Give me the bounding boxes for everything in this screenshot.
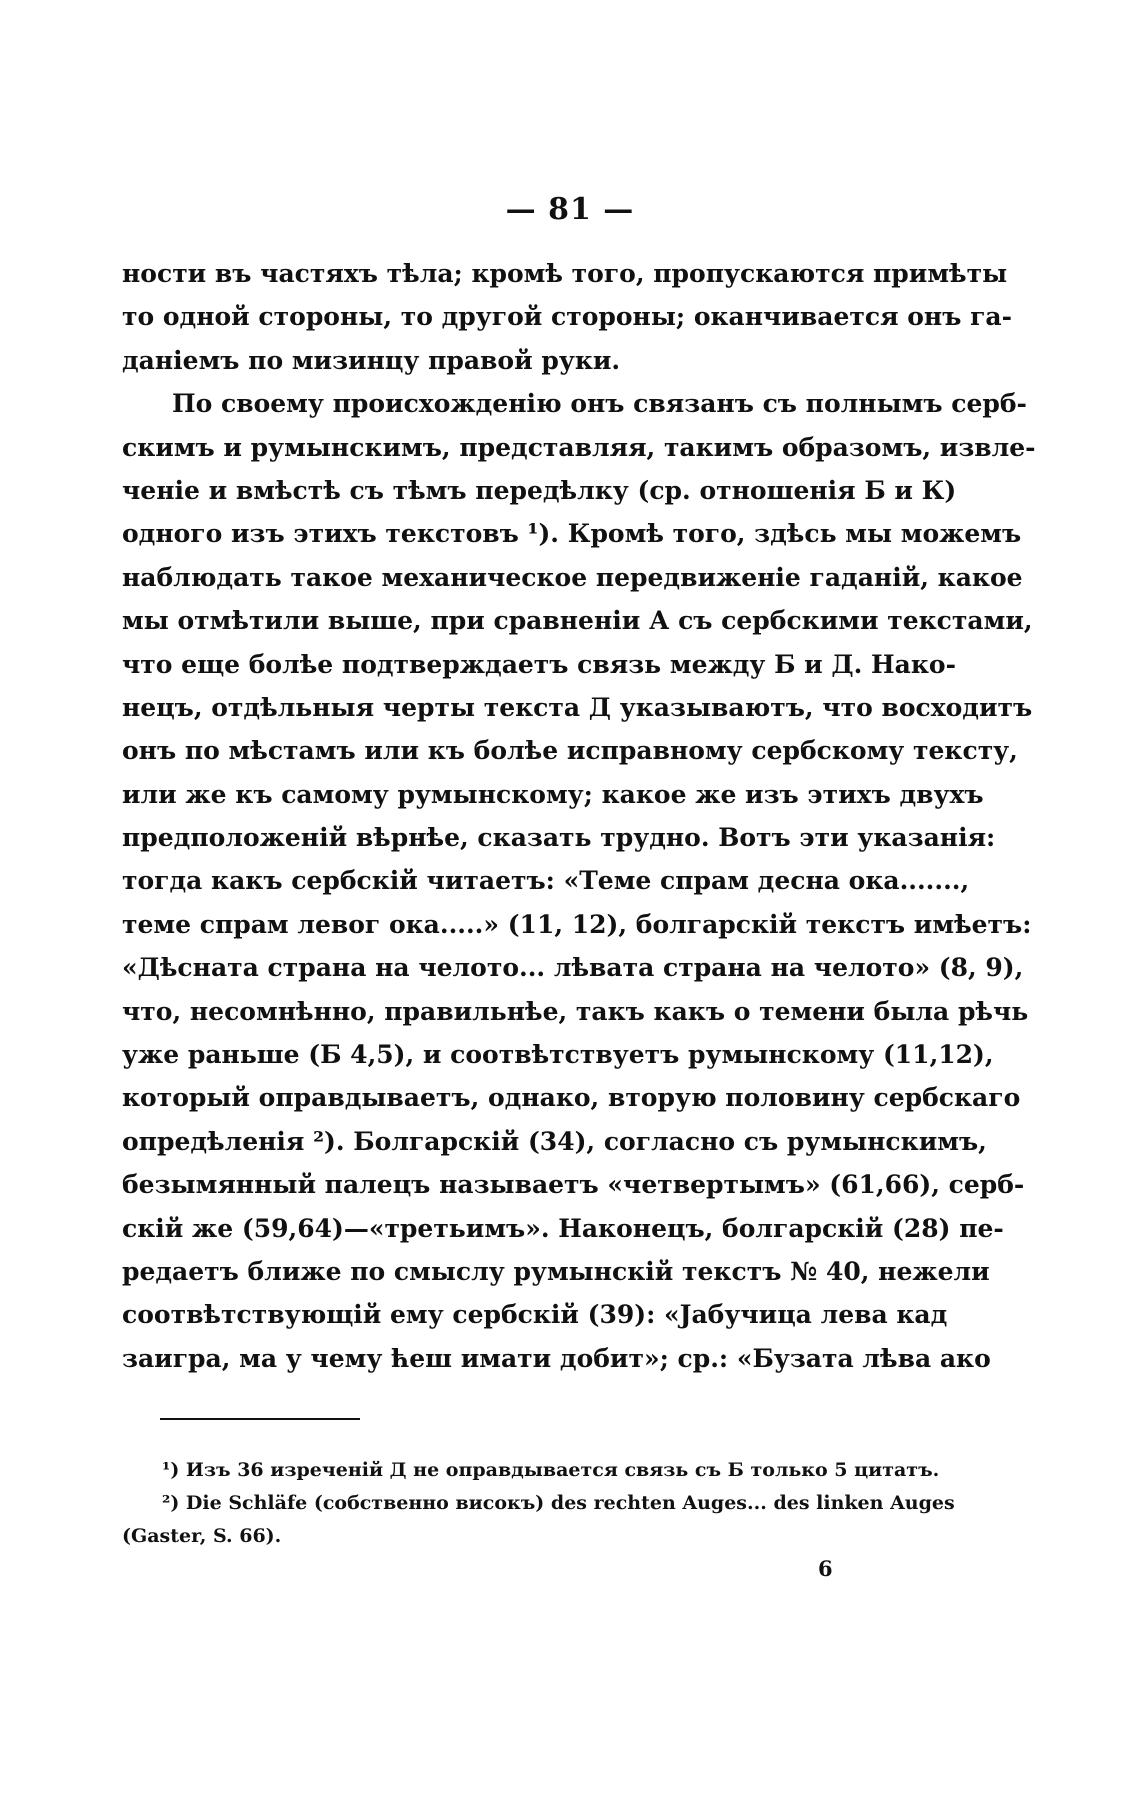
text-line: соотвѣтствующій ему сербскій (39): «Јабучица лева кад <box>122 1300 948 1330</box>
text-line: уже раньше (Б 4,5), и соотвѣтствуетъ румынскому (11,12), <box>122 1040 994 1070</box>
text-line: теме спрам левог ока.....» (11, 12), болгарскій текстъ имѣетъ: <box>122 909 1032 939</box>
text-line: «Дѣсната страна на челото... лѣвата страна на челото» (8, 9), <box>122 953 1024 983</box>
text-line: что еще болѣе подтверждаетъ связь между Б и Д. Нако- <box>122 649 956 679</box>
text-line: ченіе и вмѣстѣ съ тѣмъ передѣлку (ср. отношенія Б и К) <box>122 475 957 505</box>
text-line: мы отмѣтили выше, при сравненіи А съ сербскими текстами, <box>122 606 1033 636</box>
text-line: скій же (59,64)—«третьимъ». Наконецъ, болгарскій (28) пе- <box>122 1213 1004 1243</box>
text-line: который оправдываетъ, однако, вторую половину сербскаго <box>122 1083 1021 1113</box>
text-line: скимъ и румынскимъ, представляя, такимъ образомъ, извле- <box>122 432 1036 462</box>
signature-mark: 6 <box>818 1556 833 1581</box>
text-line: редаетъ ближе по смыслу румынскій текстъ № 40, нежели <box>122 1256 990 1286</box>
text-line: онъ по мѣстамъ или къ болѣе исправному сербскому тексту, <box>122 736 1018 766</box>
text-line: тогда какъ сербскій читаетъ: «Теме спрам десна ока......., <box>122 866 970 896</box>
main-text <box>122 252 1036 1380</box>
text-line: или же къ самому румынскому; какое же изъ этихъ двухъ <box>122 779 984 809</box>
text-line: нецъ, отдѣльныя черты текста Д указываютъ, что восходитъ <box>122 692 1033 722</box>
text-line: то одной стороны, то другой стороны; оканчивается онъ га- <box>122 302 1013 332</box>
footnote-line: (Gaster, S. 66). <box>122 1525 282 1547</box>
text-line: ности въ частяхъ тѣла; кромѣ того, пропускаются примѣты <box>122 259 1008 288</box>
text-line: По своему происхожденію онъ связанъ съ полнымъ серб- <box>172 389 1027 419</box>
text-line: даніемъ по мизинцу правой руки. <box>122 345 621 375</box>
footnote-divider <box>160 1418 360 1420</box>
text-line: наблюдать такое механическое передвиженіе гаданій, какое <box>122 562 1023 592</box>
text-line: опредѣленія ²). Болгарскій (34), согласно съ румынскимъ, <box>122 1126 987 1156</box>
footnote-line: ¹) Изъ 36 изреченій Д не оправдывается связь съ Б только 5 цитатъ. <box>162 1459 940 1481</box>
text-line: одного изъ этихъ текстовъ ¹). Кромѣ того, здѣсь мы можемъ <box>122 519 1022 549</box>
text-line: заигра, ма у чему ћеш имати добит»; ср.: «Бузата лѣва ако <box>122 1343 991 1373</box>
page-number: — 81 — <box>505 192 635 227</box>
footnotes <box>122 1454 955 1553</box>
footnote-line: ²) Die Schläfe (собственно високъ) des rechten Auges... des linken Auges <box>162 1492 955 1514</box>
text-line: что, несомнѣнно, правильнѣе, такъ какъ о темени была рѣчь <box>122 996 1029 1026</box>
text-line: предположеній вѣрнѣе, сказать трудно. Вотъ эти указанія: <box>122 823 996 853</box>
text-line: безымянный палецъ называетъ «четвертымъ» (61,66), серб- <box>122 1170 1025 1200</box>
